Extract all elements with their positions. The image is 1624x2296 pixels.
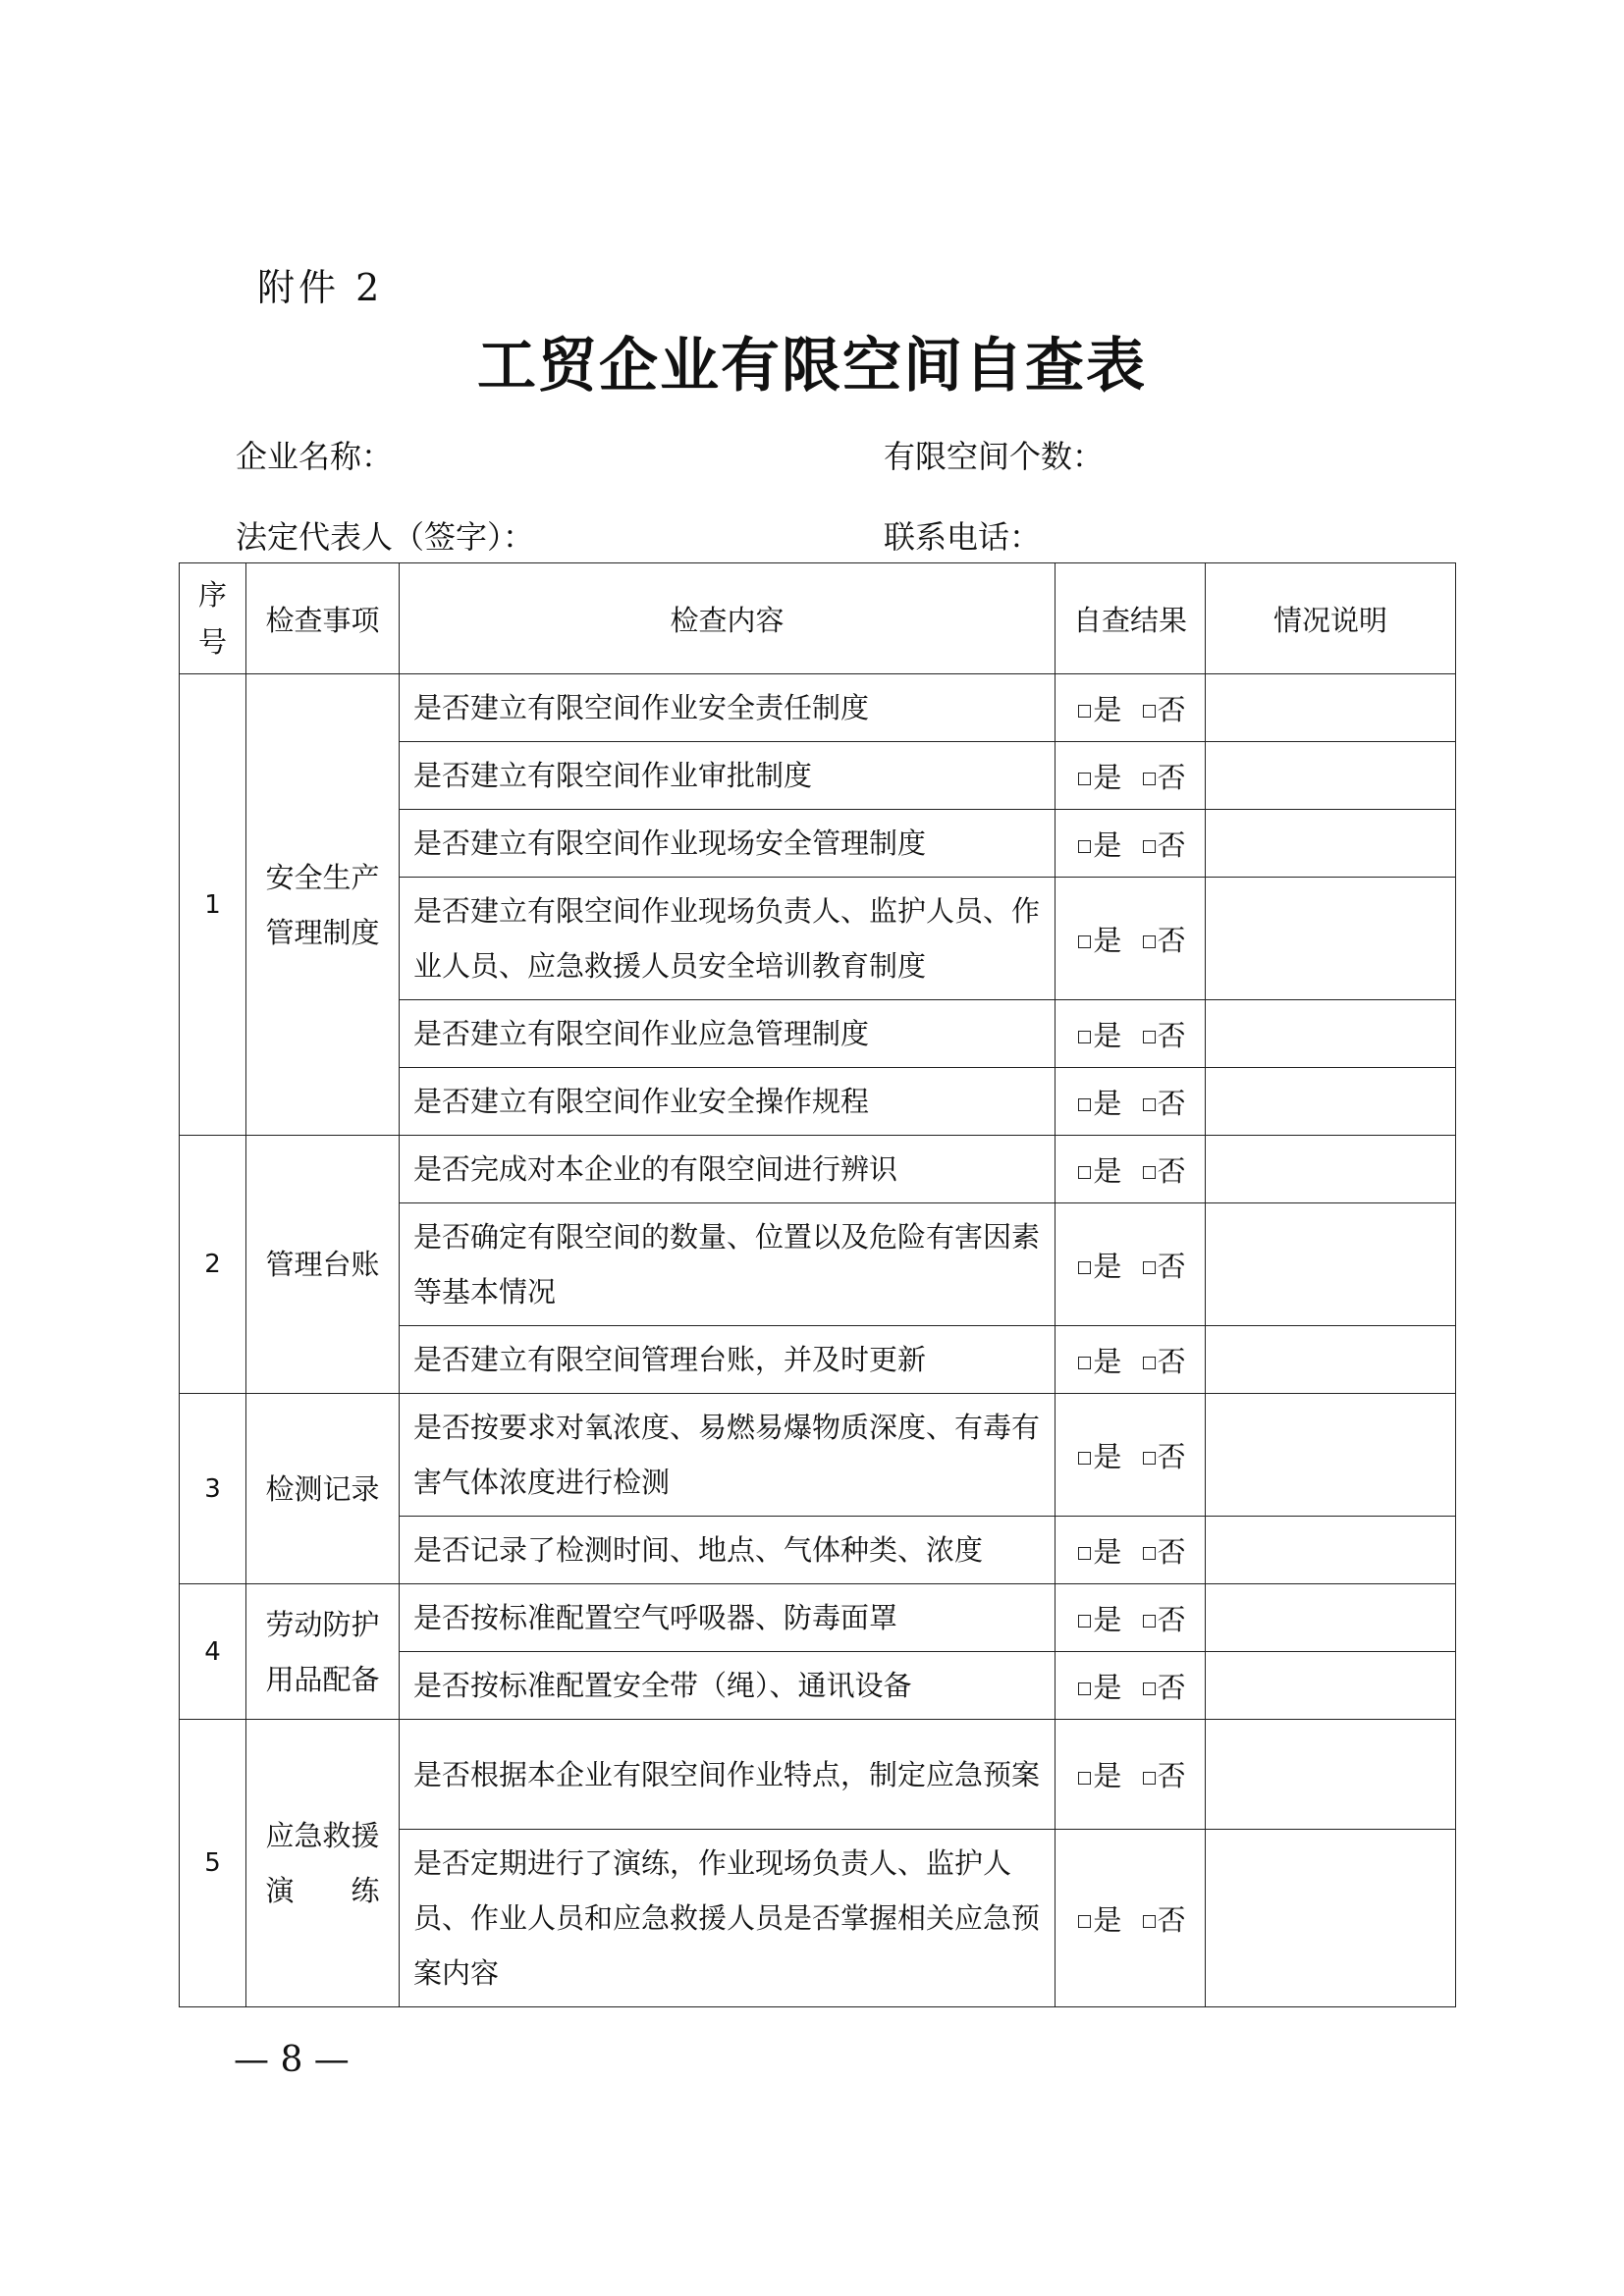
header-num bbox=[180, 563, 246, 674]
group-item-line: 用品配备 bbox=[265, 1662, 380, 1696]
yes-checkbox[interactable] bbox=[1078, 935, 1091, 948]
no-label: 否 bbox=[1157, 1018, 1186, 1052]
yes-checkbox[interactable] bbox=[1078, 1031, 1091, 1043]
check-result bbox=[1056, 1326, 1206, 1394]
yes-label: 是 bbox=[1093, 1249, 1122, 1283]
no-label: 否 bbox=[1157, 760, 1186, 794]
group-item-line: 管理制度 bbox=[265, 915, 380, 949]
yes-checkbox[interactable] bbox=[1078, 1772, 1091, 1785]
checklist-table bbox=[179, 562, 1456, 2007]
table-row bbox=[180, 1394, 1456, 1517]
note-cell[interactable] bbox=[1206, 1326, 1456, 1394]
group-item-line: 应急救援 bbox=[265, 1819, 380, 1852]
table-row bbox=[180, 1584, 1456, 1652]
group-number: 3 bbox=[180, 1394, 246, 1584]
no-checkbox[interactable] bbox=[1143, 1615, 1156, 1628]
group-item bbox=[246, 1394, 400, 1584]
check-result bbox=[1056, 1000, 1206, 1068]
note-cell[interactable] bbox=[1206, 1203, 1456, 1326]
check-content: 是否定期进行了演练，作业现场负责人、监护人员、作业人员和应急救援人员是否掌握相关应急预案内容 bbox=[400, 1830, 1056, 2007]
yes-checkbox[interactable] bbox=[1078, 1915, 1091, 1928]
header-num-line2: 号 bbox=[197, 625, 227, 659]
space-count-field: 有限空间个数： bbox=[884, 438, 1105, 475]
note-cell[interactable] bbox=[1206, 1584, 1456, 1652]
note-cell[interactable] bbox=[1206, 1517, 1456, 1584]
check-content: 是否建立有限空间管理台账，并及时更新 bbox=[400, 1326, 1056, 1394]
phone-field: 联系电话： bbox=[884, 518, 1042, 556]
no-checkbox[interactable] bbox=[1143, 1915, 1156, 1928]
check-result bbox=[1056, 742, 1206, 810]
check-content: 是否按标准配置空气呼吸器、防毒面罩 bbox=[400, 1584, 1056, 1652]
note-cell[interactable] bbox=[1206, 1830, 1456, 2007]
no-checkbox[interactable] bbox=[1143, 1772, 1156, 1785]
group-item-line: 管理台账 bbox=[265, 1248, 380, 1281]
check-result bbox=[1056, 1584, 1206, 1652]
group-item bbox=[246, 1720, 400, 2007]
no-label: 否 bbox=[1157, 1344, 1186, 1378]
table-header-row bbox=[180, 563, 1456, 674]
no-checkbox[interactable] bbox=[1143, 1098, 1156, 1111]
yes-checkbox[interactable] bbox=[1078, 1547, 1091, 1560]
table-row bbox=[180, 1720, 1456, 1830]
group-number: 4 bbox=[180, 1584, 246, 1720]
check-result bbox=[1056, 1068, 1206, 1136]
no-checkbox[interactable] bbox=[1143, 1261, 1156, 1274]
check-content: 是否建立有限空间作业审批制度 bbox=[400, 742, 1056, 810]
check-result bbox=[1056, 1517, 1206, 1584]
check-result bbox=[1056, 1136, 1206, 1203]
yes-checkbox[interactable] bbox=[1078, 705, 1091, 718]
check-content: 是否按要求对氧浓度、易燃易爆物质深度、有毒有害气体浓度进行检测 bbox=[400, 1394, 1056, 1517]
yes-label: 是 bbox=[1093, 1759, 1122, 1792]
header-item: 检查事项 bbox=[246, 563, 400, 674]
check-content: 是否记录了检测时间、地点、气体种类、浓度 bbox=[400, 1517, 1056, 1584]
table-row bbox=[180, 1136, 1456, 1203]
company-name-field: 企业名称： bbox=[236, 438, 394, 475]
note-cell[interactable] bbox=[1206, 1068, 1456, 1136]
no-checkbox[interactable] bbox=[1143, 705, 1156, 718]
yes-label: 是 bbox=[1093, 1018, 1122, 1052]
check-content: 是否建立有限空间作业安全操作规程 bbox=[400, 1068, 1056, 1136]
no-checkbox[interactable] bbox=[1143, 1166, 1156, 1179]
header-note: 情况说明 bbox=[1206, 563, 1456, 674]
note-cell[interactable] bbox=[1206, 1652, 1456, 1720]
no-label: 否 bbox=[1157, 692, 1186, 726]
no-checkbox[interactable] bbox=[1143, 1031, 1156, 1043]
check-content: 是否确定有限空间的数量、位置以及危险有害因素等基本情况 bbox=[400, 1203, 1056, 1326]
check-result bbox=[1056, 1203, 1206, 1326]
note-cell[interactable] bbox=[1206, 674, 1456, 742]
yes-label: 是 bbox=[1093, 923, 1122, 957]
group-item-line: 检测记录 bbox=[265, 1471, 380, 1506]
check-content: 是否建立有限空间作业现场负责人、监护人员、作业人员、应急救援人员安全培训教育制度 bbox=[400, 878, 1056, 1000]
no-checkbox[interactable] bbox=[1143, 1682, 1156, 1695]
note-cell[interactable] bbox=[1206, 810, 1456, 878]
no-label: 否 bbox=[1157, 1670, 1186, 1704]
check-content: 是否根据本企业有限空间作业特点，制定应急预案 bbox=[400, 1720, 1056, 1830]
check-result bbox=[1056, 674, 1206, 742]
group-item bbox=[246, 1136, 400, 1394]
yes-label: 是 bbox=[1093, 1439, 1122, 1473]
check-content: 是否建立有限空间作业应急管理制度 bbox=[400, 1000, 1056, 1068]
no-checkbox[interactable] bbox=[1143, 1357, 1156, 1369]
no-label: 否 bbox=[1157, 1086, 1186, 1120]
note-cell[interactable] bbox=[1206, 878, 1456, 1000]
no-label: 否 bbox=[1157, 1249, 1186, 1283]
check-result bbox=[1056, 1830, 1206, 2007]
yes-label: 是 bbox=[1093, 760, 1122, 794]
yes-label: 是 bbox=[1093, 1344, 1122, 1378]
check-result bbox=[1056, 878, 1206, 1000]
note-cell[interactable] bbox=[1206, 742, 1456, 810]
check-content: 是否完成对本企业的有限空间进行辨识 bbox=[400, 1136, 1056, 1203]
no-checkbox[interactable] bbox=[1143, 840, 1156, 853]
check-content: 是否建立有限空间作业现场安全管理制度 bbox=[400, 810, 1056, 878]
yes-checkbox[interactable] bbox=[1078, 1615, 1091, 1628]
no-checkbox[interactable] bbox=[1143, 1547, 1156, 1560]
yes-label: 是 bbox=[1093, 828, 1122, 862]
group-item bbox=[246, 674, 400, 1136]
page-title: 工贸企业有限空间自查表 bbox=[477, 332, 1147, 400]
check-result bbox=[1056, 1720, 1206, 1830]
yes-checkbox[interactable] bbox=[1078, 1357, 1091, 1369]
page-number: — 8 — bbox=[234, 2040, 350, 2080]
no-label: 否 bbox=[1157, 1439, 1186, 1473]
yes-checkbox[interactable] bbox=[1078, 1682, 1091, 1695]
no-label: 否 bbox=[1157, 1534, 1186, 1569]
note-cell[interactable] bbox=[1206, 1720, 1456, 1830]
yes-label: 是 bbox=[1093, 692, 1122, 726]
note-cell[interactable] bbox=[1206, 1136, 1456, 1203]
note-cell[interactable] bbox=[1206, 1394, 1456, 1517]
header-result: 自查结果 bbox=[1056, 563, 1206, 674]
group-item bbox=[246, 1584, 400, 1720]
yes-checkbox[interactable] bbox=[1078, 1261, 1091, 1274]
header-num-line1: 序 bbox=[197, 578, 227, 612]
check-content: 是否按标准配置安全带（绳）、通讯设备 bbox=[400, 1652, 1056, 1720]
no-checkbox[interactable] bbox=[1143, 1452, 1156, 1465]
header-content: 检查内容 bbox=[400, 563, 1056, 674]
note-cell[interactable] bbox=[1206, 1000, 1456, 1068]
yes-label: 是 bbox=[1093, 1086, 1122, 1120]
yes-checkbox[interactable] bbox=[1078, 1098, 1091, 1111]
check-content: 是否建立有限空间作业安全责任制度 bbox=[400, 674, 1056, 742]
group-item-line: 劳动防护 bbox=[265, 1607, 380, 1641]
yes-label: 是 bbox=[1093, 1153, 1122, 1188]
no-label: 否 bbox=[1157, 1759, 1186, 1792]
check-result bbox=[1056, 1394, 1206, 1517]
group-number: 1 bbox=[180, 674, 246, 1136]
yes-label: 是 bbox=[1093, 1602, 1122, 1636]
group-item-line: 安全生产 bbox=[265, 860, 380, 894]
yes-checkbox[interactable] bbox=[1078, 1166, 1091, 1179]
table-body bbox=[180, 674, 1456, 2007]
yes-checkbox[interactable] bbox=[1078, 1452, 1091, 1465]
check-result bbox=[1056, 810, 1206, 878]
table-row bbox=[180, 674, 1456, 742]
yes-label: 是 bbox=[1093, 1534, 1122, 1569]
no-label: 否 bbox=[1157, 1153, 1186, 1188]
no-label: 否 bbox=[1157, 923, 1186, 957]
group-item-line: 演 练 bbox=[265, 1874, 380, 1907]
check-result bbox=[1056, 1652, 1206, 1720]
attachment-label: 附件 2 bbox=[257, 266, 384, 309]
group-number: 5 bbox=[180, 1720, 246, 2007]
no-checkbox[interactable] bbox=[1143, 935, 1156, 948]
legal-rep-field: 法定代表人（签字）： bbox=[236, 518, 535, 556]
yes-label: 是 bbox=[1093, 1670, 1122, 1704]
yes-label: 是 bbox=[1093, 1902, 1122, 1937]
group-number: 2 bbox=[180, 1136, 246, 1394]
yes-checkbox[interactable] bbox=[1078, 840, 1091, 853]
no-checkbox[interactable] bbox=[1143, 773, 1156, 785]
no-label: 否 bbox=[1157, 1902, 1186, 1937]
yes-checkbox[interactable] bbox=[1078, 773, 1091, 785]
no-label: 否 bbox=[1157, 1602, 1186, 1636]
no-label: 否 bbox=[1157, 828, 1186, 862]
